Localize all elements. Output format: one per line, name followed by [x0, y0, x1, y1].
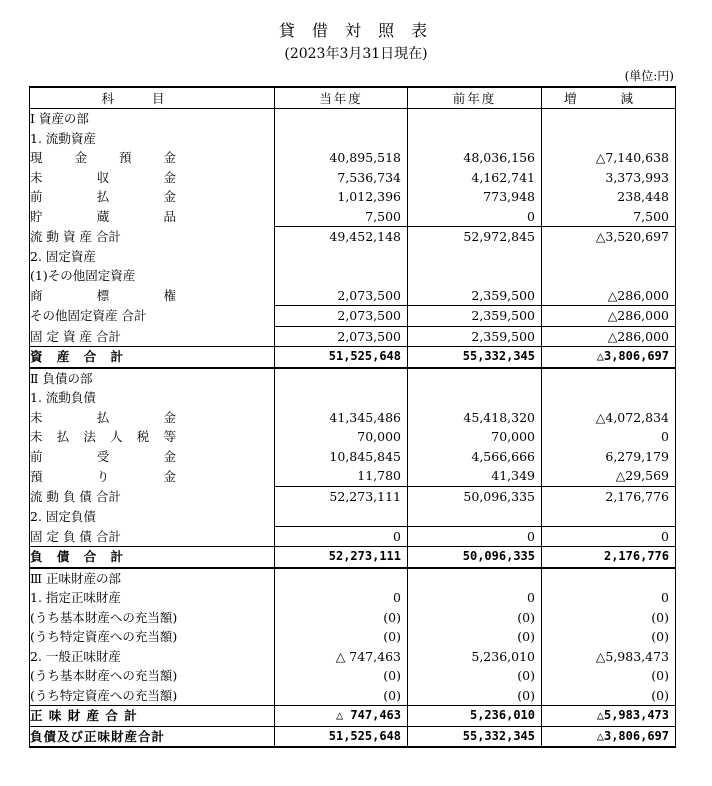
change-value: △5,983,473: [542, 647, 676, 667]
label-char: 税: [136, 429, 150, 445]
table-row: [30, 109, 676, 129]
change-value: △3,806,697: [542, 726, 676, 747]
row-label-text: [30, 408, 176, 427]
row-label: [30, 148, 275, 168]
prior-year-value: [408, 266, 542, 286]
label-char: 預: [30, 468, 43, 484]
change-value: 0: [542, 427, 676, 447]
header-item: 科目: [30, 87, 275, 109]
change-value: △3,806,697: [542, 347, 676, 368]
change-value: [542, 129, 676, 149]
row-label: [30, 207, 275, 227]
label-char: 前: [30, 189, 43, 205]
current-year-value: (0): [275, 608, 408, 628]
prior-year-value: 2,359,500: [408, 286, 542, 306]
prior-year-value: 45,418,320: [408, 408, 542, 428]
change-value: △286,000: [542, 286, 676, 306]
label-char: 金: [163, 468, 176, 484]
prior-year-value: 55,332,345: [408, 726, 542, 747]
row-label: [30, 427, 275, 447]
change-value: [542, 368, 676, 389]
change-value: △7,140,638: [542, 148, 676, 168]
prior-year-value: [408, 109, 542, 129]
row-label-text: [30, 467, 176, 486]
prior-year-value: 55,332,345: [408, 347, 542, 368]
table-row: [30, 227, 676, 247]
prior-year-value: 0: [408, 588, 542, 608]
row-label: [30, 286, 275, 306]
label-char: 法: [83, 429, 96, 445]
change-value: 0: [542, 588, 676, 608]
prior-year-value: [408, 129, 542, 149]
current-year-value: 2,073,500: [275, 286, 408, 306]
current-year-value: 52,273,111: [275, 547, 408, 568]
prior-year-value: (0): [408, 608, 542, 628]
current-year-value: 41,345,486: [275, 408, 408, 428]
prior-year-value: [408, 368, 542, 389]
table-row: [30, 408, 676, 428]
current-year-value: 0: [275, 588, 408, 608]
table-row: [30, 506, 676, 526]
current-year-value: [275, 568, 408, 589]
balance-sheet-table: [29, 86, 676, 748]
row-label: (うち基本財産への充当額): [30, 666, 275, 686]
current-year-value: [275, 388, 408, 408]
header-prior-year: 前年度: [408, 87, 542, 109]
current-year-value: [275, 129, 408, 149]
change-value: (0): [542, 686, 676, 706]
table-row: [30, 247, 676, 267]
row-label: (うち特定資産への充当額): [30, 627, 275, 647]
current-year-value: [275, 368, 408, 389]
row-label: 1. 流動資産: [30, 129, 275, 149]
change-value: [542, 506, 676, 526]
label-char: 払: [96, 409, 110, 425]
table-row: [30, 306, 676, 327]
current-year-value: [275, 266, 408, 286]
current-year-value: 0: [275, 526, 408, 547]
row-label: (うち基本財産への充当額): [30, 608, 275, 628]
row-label: 2. 一般正味財産: [30, 647, 275, 667]
current-year-value: 51,525,648: [275, 726, 408, 747]
change-value: 3,373,993: [542, 168, 676, 188]
change-value: [542, 388, 676, 408]
label-char: 標: [96, 288, 110, 303]
row-label-text: [30, 286, 176, 305]
row-label: [30, 168, 275, 188]
change-value: △3,520,697: [542, 227, 676, 247]
label-char: 権: [163, 288, 176, 303]
table-row: [30, 266, 676, 286]
change-value: [542, 568, 676, 589]
label-char: 未: [30, 409, 43, 425]
change-value: △29,569: [542, 466, 676, 486]
row-label: 1. 指定正味財産: [30, 588, 275, 608]
row-label: [30, 466, 275, 486]
current-year-value: 1,012,396: [275, 187, 408, 207]
prior-year-value: 773,948: [408, 187, 542, 207]
row-label: 2. 固定負債: [30, 506, 275, 526]
table-row: [30, 647, 676, 667]
current-year-value: [275, 109, 408, 129]
current-year-value: △ 747,463: [275, 706, 408, 727]
document-date: (2023年3月31日現在): [284, 46, 428, 62]
change-value: [542, 266, 676, 286]
prior-year-value: 0: [408, 526, 542, 547]
label-char: 金: [163, 409, 176, 425]
row-label: Ⅲ 正味財産の部: [30, 568, 275, 589]
row-label: 流 動 資 産 合計: [30, 227, 275, 247]
prior-year-value: [408, 568, 542, 589]
table-row: [30, 726, 676, 747]
row-label: Ⅰ 資産の部: [30, 109, 275, 129]
prior-year-value: [408, 247, 542, 267]
label-char: 払: [96, 189, 110, 205]
prior-year-value: 4,566,666: [408, 447, 542, 467]
row-label: 固 定 負 債 合計: [30, 526, 275, 547]
current-year-value: 11,780: [275, 466, 408, 486]
label-char: 等: [163, 429, 176, 445]
table-row: [30, 286, 676, 306]
row-label: [30, 408, 275, 428]
row-label-text: [30, 447, 176, 466]
row-label: 負債及び正味財産合計: [30, 726, 275, 747]
label-char: 未: [30, 429, 43, 445]
row-label: [30, 447, 275, 467]
label-char: 金: [163, 169, 176, 185]
current-year-value: 49,452,148: [275, 227, 408, 247]
current-year-value: (0): [275, 666, 408, 686]
row-label: [30, 187, 275, 207]
table-row: [30, 207, 676, 227]
table-row: [30, 568, 676, 589]
label-char: 金: [163, 189, 176, 205]
prior-year-value: [408, 506, 542, 526]
header-row: [30, 87, 676, 109]
change-value: [542, 109, 676, 129]
prior-year-value: 41,349: [408, 466, 542, 486]
prior-year-value: 5,236,010: [408, 647, 542, 667]
header-change: 増 減: [542, 87, 676, 109]
table-row: [30, 588, 676, 608]
change-value: 2,176,776: [542, 547, 676, 568]
label-char: 未: [30, 169, 43, 185]
table-row: [30, 129, 676, 149]
label-char: 貯: [30, 209, 43, 224]
current-year-value: 2,073,500: [275, 306, 408, 327]
prior-year-value: 50,096,335: [408, 547, 542, 568]
label-char: 商: [30, 288, 43, 303]
unit-label: (単位:円): [624, 69, 674, 83]
label-char: り: [96, 468, 110, 484]
table-row: [30, 608, 676, 628]
row-label-text: [30, 427, 176, 446]
prior-year-value: 50,096,335: [408, 486, 542, 506]
current-year-value: 7,500: [275, 207, 408, 227]
row-label: Ⅱ 負債の部: [30, 368, 275, 389]
table-row: [30, 326, 676, 347]
current-year-value: △ 747,463: [275, 647, 408, 667]
change-value: △286,000: [542, 326, 676, 347]
row-label: (1)その他固定資産: [30, 266, 275, 286]
change-value: (0): [542, 608, 676, 628]
table-row: [30, 547, 676, 568]
prior-year-value: (0): [408, 666, 542, 686]
prior-year-value: 5,236,010: [408, 706, 542, 727]
prior-year-value: 2,359,500: [408, 306, 542, 327]
table-row: [30, 627, 676, 647]
table-row: [30, 388, 676, 408]
label-char: 前: [30, 448, 43, 464]
label-char: 収: [96, 169, 110, 185]
row-label: 資 産 合 計: [30, 347, 275, 368]
row-label-text: [30, 148, 176, 167]
table-row: [30, 427, 676, 447]
table-row: [30, 666, 676, 686]
label-char: 品: [163, 209, 176, 224]
current-year-value: [275, 247, 408, 267]
label-char: 払: [56, 429, 70, 445]
table-row: [30, 168, 676, 188]
change-value: △286,000: [542, 306, 676, 327]
change-value: 2,176,776: [542, 486, 676, 506]
change-value: 7,500: [542, 207, 676, 227]
change-value: 6,279,179: [542, 447, 676, 467]
current-year-value: (0): [275, 627, 408, 647]
prior-year-value: 0: [408, 207, 542, 227]
row-label: (うち特定資産への充当額): [30, 686, 275, 706]
row-label-text: [30, 187, 176, 206]
document-title: 貸 借 対 照 表: [278, 21, 434, 40]
row-label-text: [30, 207, 176, 226]
current-year-value: 70,000: [275, 427, 408, 447]
prior-year-value: (0): [408, 686, 542, 706]
row-label: 1. 流動負債: [30, 388, 275, 408]
table-row: [30, 447, 676, 467]
label-char: 受: [96, 448, 110, 464]
row-label-text: [30, 168, 176, 187]
current-year-value: 52,273,111: [275, 486, 408, 506]
current-year-value: 51,525,648: [275, 347, 408, 368]
current-year-value: 40,895,518: [275, 148, 408, 168]
table-row: [30, 526, 676, 547]
label-char: 金: [74, 150, 87, 166]
table-row: [30, 368, 676, 389]
prior-year-value: 4,162,741: [408, 168, 542, 188]
label-char: 蔵: [96, 209, 110, 224]
current-year-value: 2,073,500: [275, 326, 408, 347]
prior-year-value: 70,000: [408, 427, 542, 447]
prior-year-value: (0): [408, 627, 542, 647]
label-char: 現: [30, 150, 43, 166]
table-row: [30, 466, 676, 486]
current-year-value: [275, 506, 408, 526]
prior-year-value: 52,972,845: [408, 227, 542, 247]
label-char: 金: [163, 448, 176, 464]
table-row: [30, 187, 676, 207]
change-value: (0): [542, 666, 676, 686]
row-label: 2. 固定資産: [30, 247, 275, 267]
header-current-year: 当年度: [275, 87, 408, 109]
row-label: 正 味 財 産 合 計: [30, 706, 275, 727]
change-value: 238,448: [542, 187, 676, 207]
table-row: [30, 706, 676, 727]
row-label: 流 動 負 債 合計: [30, 486, 275, 506]
label-char: 預: [118, 150, 132, 166]
change-value: 0: [542, 526, 676, 547]
change-value: △4,072,834: [542, 408, 676, 428]
change-value: (0): [542, 627, 676, 647]
change-value: △5,983,473: [542, 706, 676, 727]
label-char: 人: [110, 429, 123, 445]
table-row: [30, 686, 676, 706]
row-label: 負 債 合 計: [30, 547, 275, 568]
current-year-value: 10,845,845: [275, 447, 408, 467]
prior-year-value: [408, 388, 542, 408]
table-row: [30, 486, 676, 506]
prior-year-value: 48,036,156: [408, 148, 542, 168]
row-label: その他固定資産 合計: [30, 306, 275, 327]
table-row: [30, 347, 676, 368]
current-year-value: (0): [275, 686, 408, 706]
current-year-value: 7,536,734: [275, 168, 408, 188]
table-row: [30, 148, 676, 168]
label-char: 金: [163, 150, 176, 166]
prior-year-value: 2,359,500: [408, 326, 542, 347]
change-value: [542, 247, 676, 267]
row-label: 固 定 資 産 合計: [30, 326, 275, 347]
